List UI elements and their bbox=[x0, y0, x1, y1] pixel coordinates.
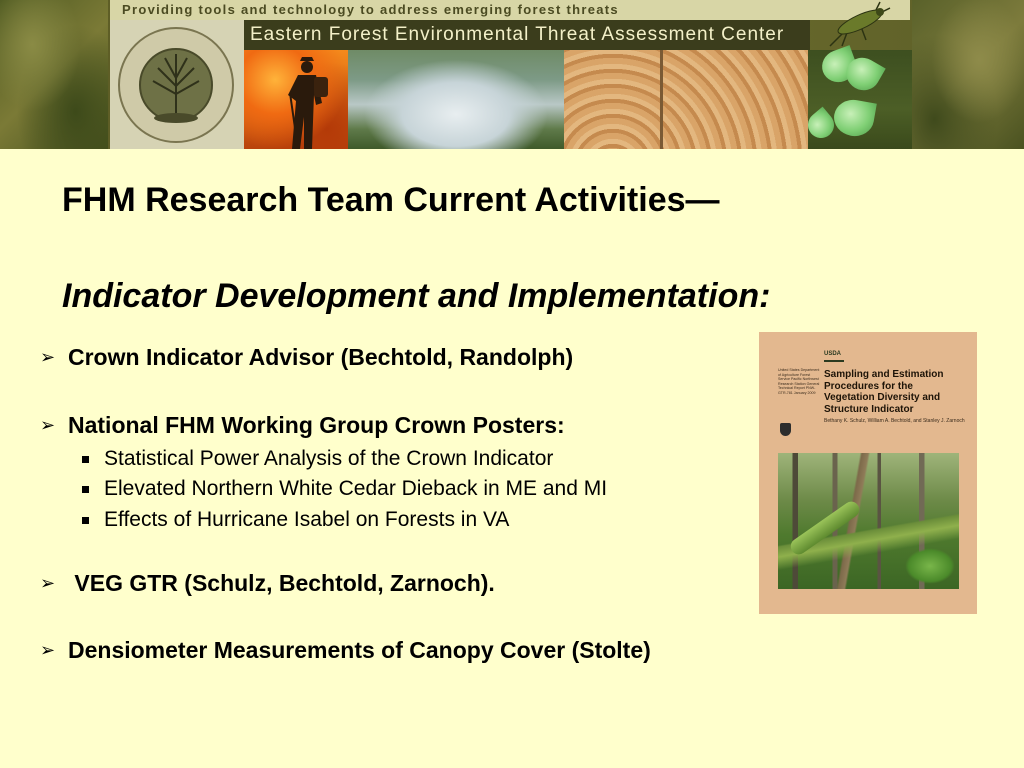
report-cover-authors: Bethany K. Schulz, William A. Bechtold, and Stanley J. Zarnoch bbox=[824, 418, 965, 424]
sub-bullet-item bbox=[82, 508, 509, 532]
bullet-label: Crown Indicator Advisor (Bechtold, Randolph) bbox=[68, 344, 574, 370]
forest-logo-icon bbox=[113, 26, 239, 144]
arrow-bullet-icon: ➢ bbox=[40, 415, 56, 436]
bullet-item bbox=[40, 570, 495, 597]
sub-bullet-item bbox=[82, 447, 553, 471]
firefighter-silhouette-icon bbox=[270, 55, 340, 149]
bullet-item bbox=[40, 637, 651, 664]
square-bullet-icon bbox=[82, 486, 89, 493]
foggy-forest-photo bbox=[348, 50, 564, 149]
bullet-item bbox=[40, 412, 565, 439]
tree-rings-photo bbox=[564, 50, 808, 149]
slide-title: FHM Research Team Current Activities— bbox=[62, 181, 720, 219]
bullet-label: VEG GTR (Schulz, Bechtold, Zarnoch). bbox=[68, 570, 495, 596]
usda-logo: USDA bbox=[824, 352, 844, 362]
arrow-bullet-icon: ➢ bbox=[40, 347, 56, 368]
report-cover-title: Sampling and Estimation Procedures for the Vegetation Diversity and Structure Indicator bbox=[824, 369, 944, 415]
sub-bullet-label: Statistical Power Analysis of the Crown Indicator bbox=[104, 447, 554, 470]
fern-cluster bbox=[905, 548, 955, 584]
bullet-label: National FHM Working Group Crown Posters: bbox=[68, 412, 565, 438]
sub-bullet-label: Effects of Hurricane Isabel on Forests in VA bbox=[104, 508, 510, 531]
insect-icon bbox=[820, 0, 900, 48]
square-bullet-icon bbox=[82, 456, 89, 463]
slide-subtitle: Indicator Development and Implementation: bbox=[62, 277, 771, 315]
usda-shield-icon bbox=[780, 423, 791, 436]
arrow-bullet-icon: ➢ bbox=[40, 573, 56, 594]
center-name: Eastern Forest Environmental Threat Assessment Center bbox=[250, 24, 785, 45]
banner-foliage-left bbox=[0, 0, 108, 149]
bullet-label: Densiometer Measurements of Canopy Cover (Stolte) bbox=[68, 637, 651, 663]
wood-crack bbox=[660, 50, 663, 149]
bullet-item bbox=[40, 344, 573, 371]
sub-bullet-item bbox=[82, 477, 607, 501]
square-bullet-icon bbox=[82, 517, 89, 524]
sub-bullet-label: Elevated Northern White Cedar Dieback in ME and MI bbox=[104, 477, 608, 500]
banner-foliage-right bbox=[912, 0, 1024, 149]
tagline: Providing tools and technology to address emerging forest threats bbox=[122, 2, 619, 17]
report-cover-side-text: United States Department of Agriculture Forest Service Pacific Northwest Research Station General Technical Report PNW-GTR-781 January 2009 bbox=[778, 368, 820, 395]
arrow-bullet-icon: ➢ bbox=[40, 640, 56, 661]
